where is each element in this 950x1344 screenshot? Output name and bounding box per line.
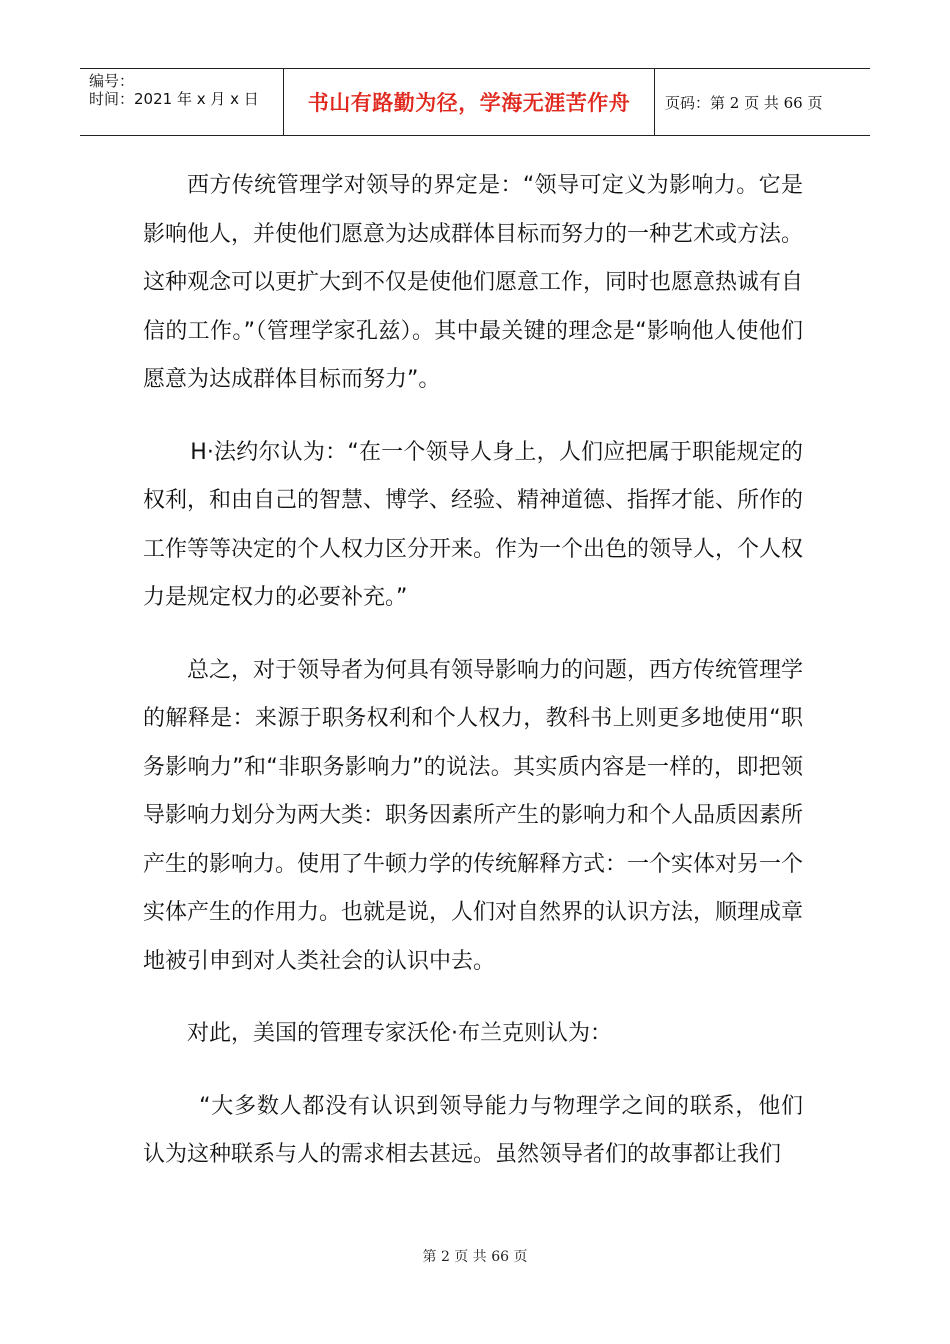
header-page-number: 页码：第 2 页 共 66 页 (665, 93, 823, 112)
header-meta (80, 69, 283, 135)
paragraph-summary: 总之，对于领导者为何具有领导影响力的问题，西方传统管理学的解释是：来源于职务权利和个人权力，教科书上则更多地使用“职务影响力”和“非职务影响力”的说法。其实质内容是一样的，即把领导影响力划分为两大类：职务因素所产生的影响力和个人品质因素所产生的影响力。使用了牛顿力学的传统解释方式：一个实体对另一个实体产生的作用力。也就是说，人们对自然界的认识方法，顺理成章地被引申到对人类社会的认识中去。 (143, 657, 804, 974)
document-body (143, 162, 803, 1204)
document-time-label: 时间：2021 年 x 月 x 日 (89, 90, 259, 108)
header-page-cell (655, 69, 870, 135)
document-number-label: 编号： (89, 72, 135, 90)
header-motto: 书山有路勤为径，学海无涯苦作舟 (307, 90, 631, 115)
paragraph-definition: 西方传统管理学对领导的界定是：“领导可定义为影响力。它是影响他人，并使他们愿意为达成群体目标而努力的一种艺术或方法。这种观念可以更扩大到不仅是使他们愿意工作，同时也愿意热诚有自信的工作。”（管理学家孔兹）。其中最关键的理念是“影响他人使他们愿意为达成群体目标而努力”。 (143, 173, 804, 392)
page-header (80, 68, 870, 136)
header-motto-cell (283, 69, 655, 135)
paragraph-blank-intro: 对此，美国的管理专家沃伦·布兰克则认为： (187, 1021, 612, 1046)
page-footer: 第 2 页 共 66 页 (422, 1249, 528, 1265)
paragraph-fayol: H·法约尔认为：“在一个领导人身上，人们应把属于职能规定的权利，和由自己的智慧、博学、经验、精神道德、指挥才能、所作的工作等等决定的个人权力区分开来。作为一个出色的领导人，个人权力是规定权力的必要补充。” (143, 439, 804, 610)
paragraph-blank-quote: “大多数人都没有认识到领导能力与物理学之间的联系，他们认为这种联系与人的需求相去甚远。虽然领导者们的故事都让我们 (143, 1093, 803, 1167)
